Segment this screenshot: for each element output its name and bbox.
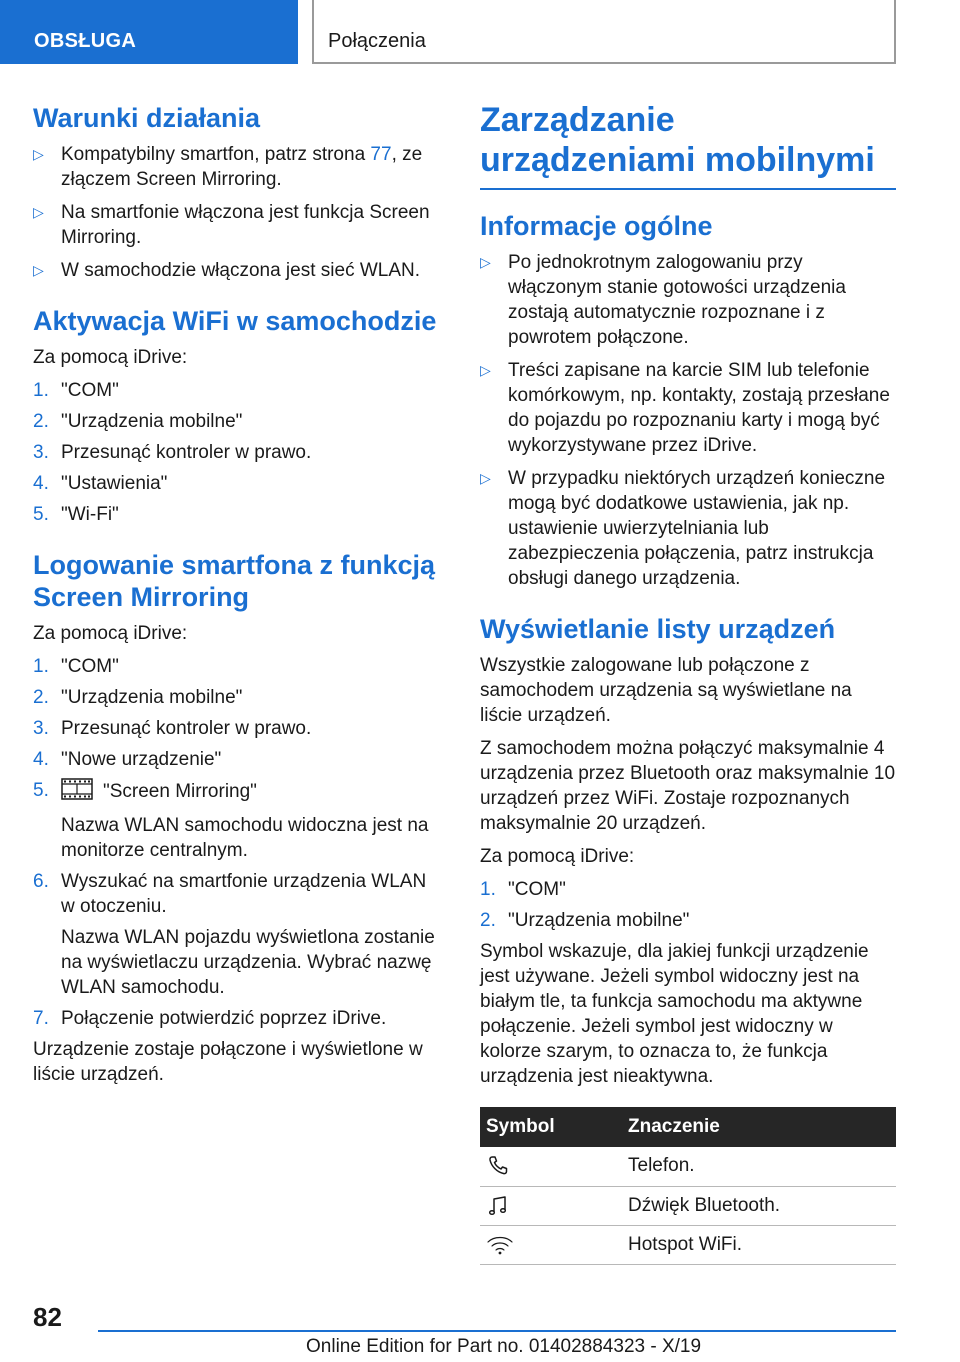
bullet-triangle-icon: ▷ [480,470,491,486]
list-item: 5. "Wi-Fi" [33,504,119,525]
list-item: ▷ W przypadku niektórych urządzeń konieczne mogą być dodatkowe ustawienia, jak np. ustawienie uwierzytelniania lub zabezpieczenia połączenia, patrz instrukcja obsługi danego urządzenia. [480,468,886,589]
heading-login: Logowanie smartfona z funkcją Screen Mirroring [33,550,436,612]
table-row [480,1147,896,1186]
right-column [480,100,896,1265]
table-cell-meaning: Telefon. [622,1147,896,1186]
list-item: ▷ Kompatybilny smartfon, patrz strona 77, ze złączem Screen Mirroring. [33,144,423,190]
heading-info: Informacje ogólne [480,211,713,241]
heading-wifi: Aktywacja WiFi w samochodzie [33,306,437,336]
login-steps [33,654,445,1031]
table-row [480,1186,896,1225]
wifi-steps [33,378,445,527]
device-list-steps [480,877,896,933]
list-item: 4. "Ustawienia" [33,473,168,494]
login-intro: Za pomocą iDrive: [33,623,188,644]
bullet-triangle-icon: ▷ [33,146,44,162]
list-item: ▷ Po jednokrotnym zalogowaniu przy włączonym stanie gotowości urządzenia zostają automatycznie rozpoznane i z powrotem połączone. [480,252,846,348]
screen-mirroring-icon [61,778,93,807]
footer-edition: Online Edition for Part no. 01402884323 - X/19 [306,1336,702,1357]
list-item: 2. "Urządzenia mobilne" [480,910,690,931]
bullet-triangle-icon: ▷ [480,362,491,378]
device-list-p2: Z samochodem można połączyć maksymalnie 4 urządzenia przez Bluetooth oraz maksymalnie 10 urządzeń przez WiFi. Zostaje rozpoznanych maksymalnie 20 urządzeń. [480,738,896,834]
bullet-triangle-icon: ▷ [33,204,44,220]
page-number: 82 [33,1302,62,1332]
list-item: 1. "COM" [33,656,119,677]
list-item: 3. Przesunąć kontroler w prawo. [33,442,312,463]
heading-warunki: Warunki działania [33,103,261,133]
wifi-intro: Za pomocą iDrive: [33,347,188,368]
table-cell-meaning: Hotspot WiFi. [622,1225,896,1264]
header-chapter-bar [312,0,896,64]
login-outro: Urządzenie zostaje połączone i wyświetlone w liście urządzeń. [33,1039,423,1085]
bullet-triangle-icon: ▷ [480,254,491,270]
device-list-p3: Symbol wskazuje, dla jakiej funkcji urządzenie jest używane. Jeżeli symbol widoczny jest na białym tle, ta funkcja samochodu ma aktywne połączenie. Jeżeli symbol jest widoczny w kolorze szarym, to oznacza to, że funkcja urządzenia jest nieaktywna. [480,941,869,1087]
footer-divider [98,1330,896,1332]
header-section-label: OBSŁUGA [34,30,137,52]
symbol-table [480,1107,896,1265]
list-item: 2. "Urządzenia mobilne" [33,687,243,708]
table-cell-meaning: Dźwięk Bluetooth. [622,1186,896,1225]
wifi-icon [486,1234,616,1256]
list-item: 7. Połączenie potwierdzić poprzez iDrive. [33,1008,387,1029]
list-item: 6. Wyszukać na smartfonie urządzenia WLAN w otoczeniu. Nazwa WLAN pojazdu wyświetlona zostanie na wyświetlaczu urządzenia. Wybrać nazwę WLAN samochodu. [33,871,435,998]
list-item: 1. "COM" [480,879,566,900]
table-header-row [480,1107,896,1147]
device-list-p1: Wszystkie zalogowane lub połączone z samochodem urządzenia są wyświetlane na liście urządzeń. [480,655,852,726]
chapter-title: Zarządzanie urządzeniami mobilnymi [480,100,896,190]
phone-icon [486,1154,616,1178]
table-header-symbol: Symbol [480,1107,622,1147]
list-item: 1. "COM" [33,380,119,401]
header-section-tab [0,0,298,64]
left-column [33,100,445,1095]
table-row [480,1225,896,1264]
warunki-list [33,142,445,283]
heading-device-list: Wyświetlanie listy urządzeń [480,614,836,644]
bullet-triangle-icon: ▷ [33,262,44,278]
list-item: 4. "Nowe urządzenie" [33,749,222,770]
list-item: ▷ W samochodzie włączona jest sieć WLAN. [33,260,421,281]
list-item: 5. "Screen Mirroring" Nazwa WLAN samochodu widoczna jest na monitorze centralnym. [33,780,429,861]
list-item: ▷ Treści zapisane na karcie SIM lub telefonie komórkowym, np. kontakty, zostają przesłane do pojazdu po rozpoznaniu karty i mogą być wykorzystywane przez iDrive. [480,360,890,456]
page-link[interactable]: 77 [370,144,392,165]
music-note-icon [486,1194,616,1218]
info-list [480,250,896,591]
list-item: 2. "Urządzenia mobilne" [33,411,243,432]
list-item: ▷ Na smartfonie włączona jest funkcja Screen Mirroring. [33,202,430,248]
header-chapter-label: Połączenia [328,30,426,52]
list-item: 3. Przesunąć kontroler w prawo. [33,718,312,739]
table-header-meaning: Znaczenie [622,1107,896,1147]
device-list-intro: Za pomocą iDrive: [480,846,635,867]
